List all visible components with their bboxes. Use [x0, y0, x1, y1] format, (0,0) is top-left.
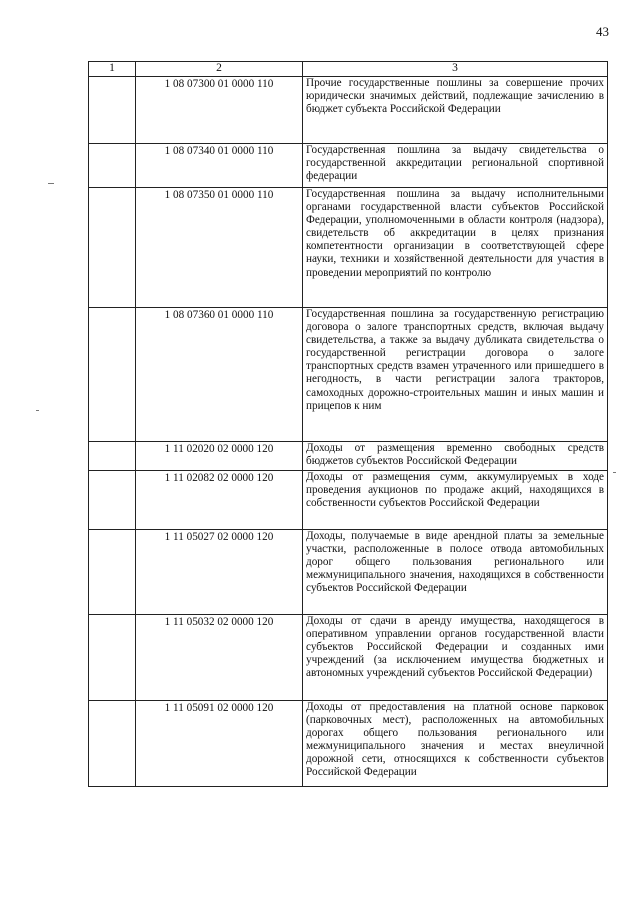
row-code-cell: 1 11 05027 02 0000 120 — [136, 530, 303, 615]
scan-mark — [613, 472, 616, 473]
table-row — [89, 530, 608, 615]
row-col1-cell — [89, 471, 136, 530]
row-description-cell: Прочие государственные пошлины за совершение прочих юридически значимых действий, подлежащие зачислению в бюджет субъекта Российской Федерации — [303, 77, 608, 144]
table-row — [89, 308, 608, 442]
table-row — [89, 471, 608, 530]
row-code-cell: 1 08 07340 01 0000 110 — [136, 144, 303, 188]
row-code-cell: 1 11 05091 02 0000 120 — [136, 701, 303, 787]
row-code-cell: 1 08 07360 01 0000 110 — [136, 308, 303, 442]
row-col1-cell — [89, 308, 136, 442]
column-header-1: 1 — [89, 62, 136, 77]
scan-mark — [36, 410, 39, 411]
row-description-cell: Доходы от сдачи в аренду имущества, находящегося в оперативном управлении органов государственной власти субъектов Российской Федерации и созданных ими учреждений (за исключением имущества бюджетных и автономных учреждений субъектов Российской Федерации) — [303, 615, 608, 701]
row-col1-cell — [89, 77, 136, 144]
page-number: 43 — [596, 24, 609, 39]
revenue-codes-table — [88, 61, 608, 787]
row-description-cell: Государственная пошлина за выдачу исполнительными органами государственной власти субъектов Российской Федерации, уполномоченными в области контроля (надзора), свидетельств об аккредитации в целях признания компетентности организации в соответствующей сфере науки, техники и хозяйственной деятельности для участия в проведении мероприятий по контролю — [303, 188, 608, 308]
column-header-2: 2 — [136, 62, 303, 77]
row-description-cell: Доходы от размещения сумм, аккумулируемых в ходе проведения аукционов по продаже акций, находящихся в собственности субъектов Российской Федерации — [303, 471, 608, 530]
row-code-cell: 1 08 07350 01 0000 110 — [136, 188, 303, 308]
row-code-cell: 1 08 07300 01 0000 110 — [136, 77, 303, 144]
row-description-cell: Доходы от размещения временно свободных средств бюджетов субъектов Российской Федерации — [303, 442, 608, 471]
row-description-cell: Государственная пошлина за государственную регистрацию договора о залоге транспортных средств, включая выдачу свидетельства, а также за выдачу дубликата свидетельства о государственной регистрации договора о залоге транспортных средств взамен утраченного или пришедшего в негодность, в части регистрации залога тракторов, самоходных дорожно-строительных машин и иных машин и прицепов к ним — [303, 308, 608, 442]
row-col1-cell — [89, 530, 136, 615]
table-row — [89, 615, 608, 701]
row-code-cell: 1 11 05032 02 0000 120 — [136, 615, 303, 701]
table-row — [89, 701, 608, 787]
row-col1-cell — [89, 615, 136, 701]
row-col1-cell — [89, 188, 136, 308]
row-code-cell: 1 11 02082 02 0000 120 — [136, 471, 303, 530]
table-row — [89, 442, 608, 471]
row-col1-cell — [89, 442, 136, 471]
row-col1-cell — [89, 144, 136, 188]
table-row — [89, 77, 608, 144]
row-description-cell: Государственная пошлина за выдачу свидетельства о государственной аккредитации региональной спортивной федерации — [303, 144, 608, 188]
row-description-cell: Доходы от предоставления на платной основе парковок (парковочных мест), расположенных на автомобильных дорогах общего пользования регионального или межмуниципального значения и местах внеуличной дорожной сети, относящихся к собственности субъектов Российской Федерации — [303, 701, 608, 787]
table-row — [89, 188, 608, 308]
row-col1-cell — [89, 701, 136, 787]
table-header-row — [89, 62, 608, 77]
row-code-cell: 1 11 02020 02 0000 120 — [136, 442, 303, 471]
column-header-3: 3 — [303, 62, 608, 77]
row-description-cell: Доходы, получаемые в виде арендной платы за земельные участки, расположенные в полосе отвода автомобильных дорог общего пользования регионального или межмуниципального значения, находящихся в собственности субъектов Российской Федерации — [303, 530, 608, 615]
scan-mark — [48, 183, 54, 184]
table-row — [89, 144, 608, 188]
